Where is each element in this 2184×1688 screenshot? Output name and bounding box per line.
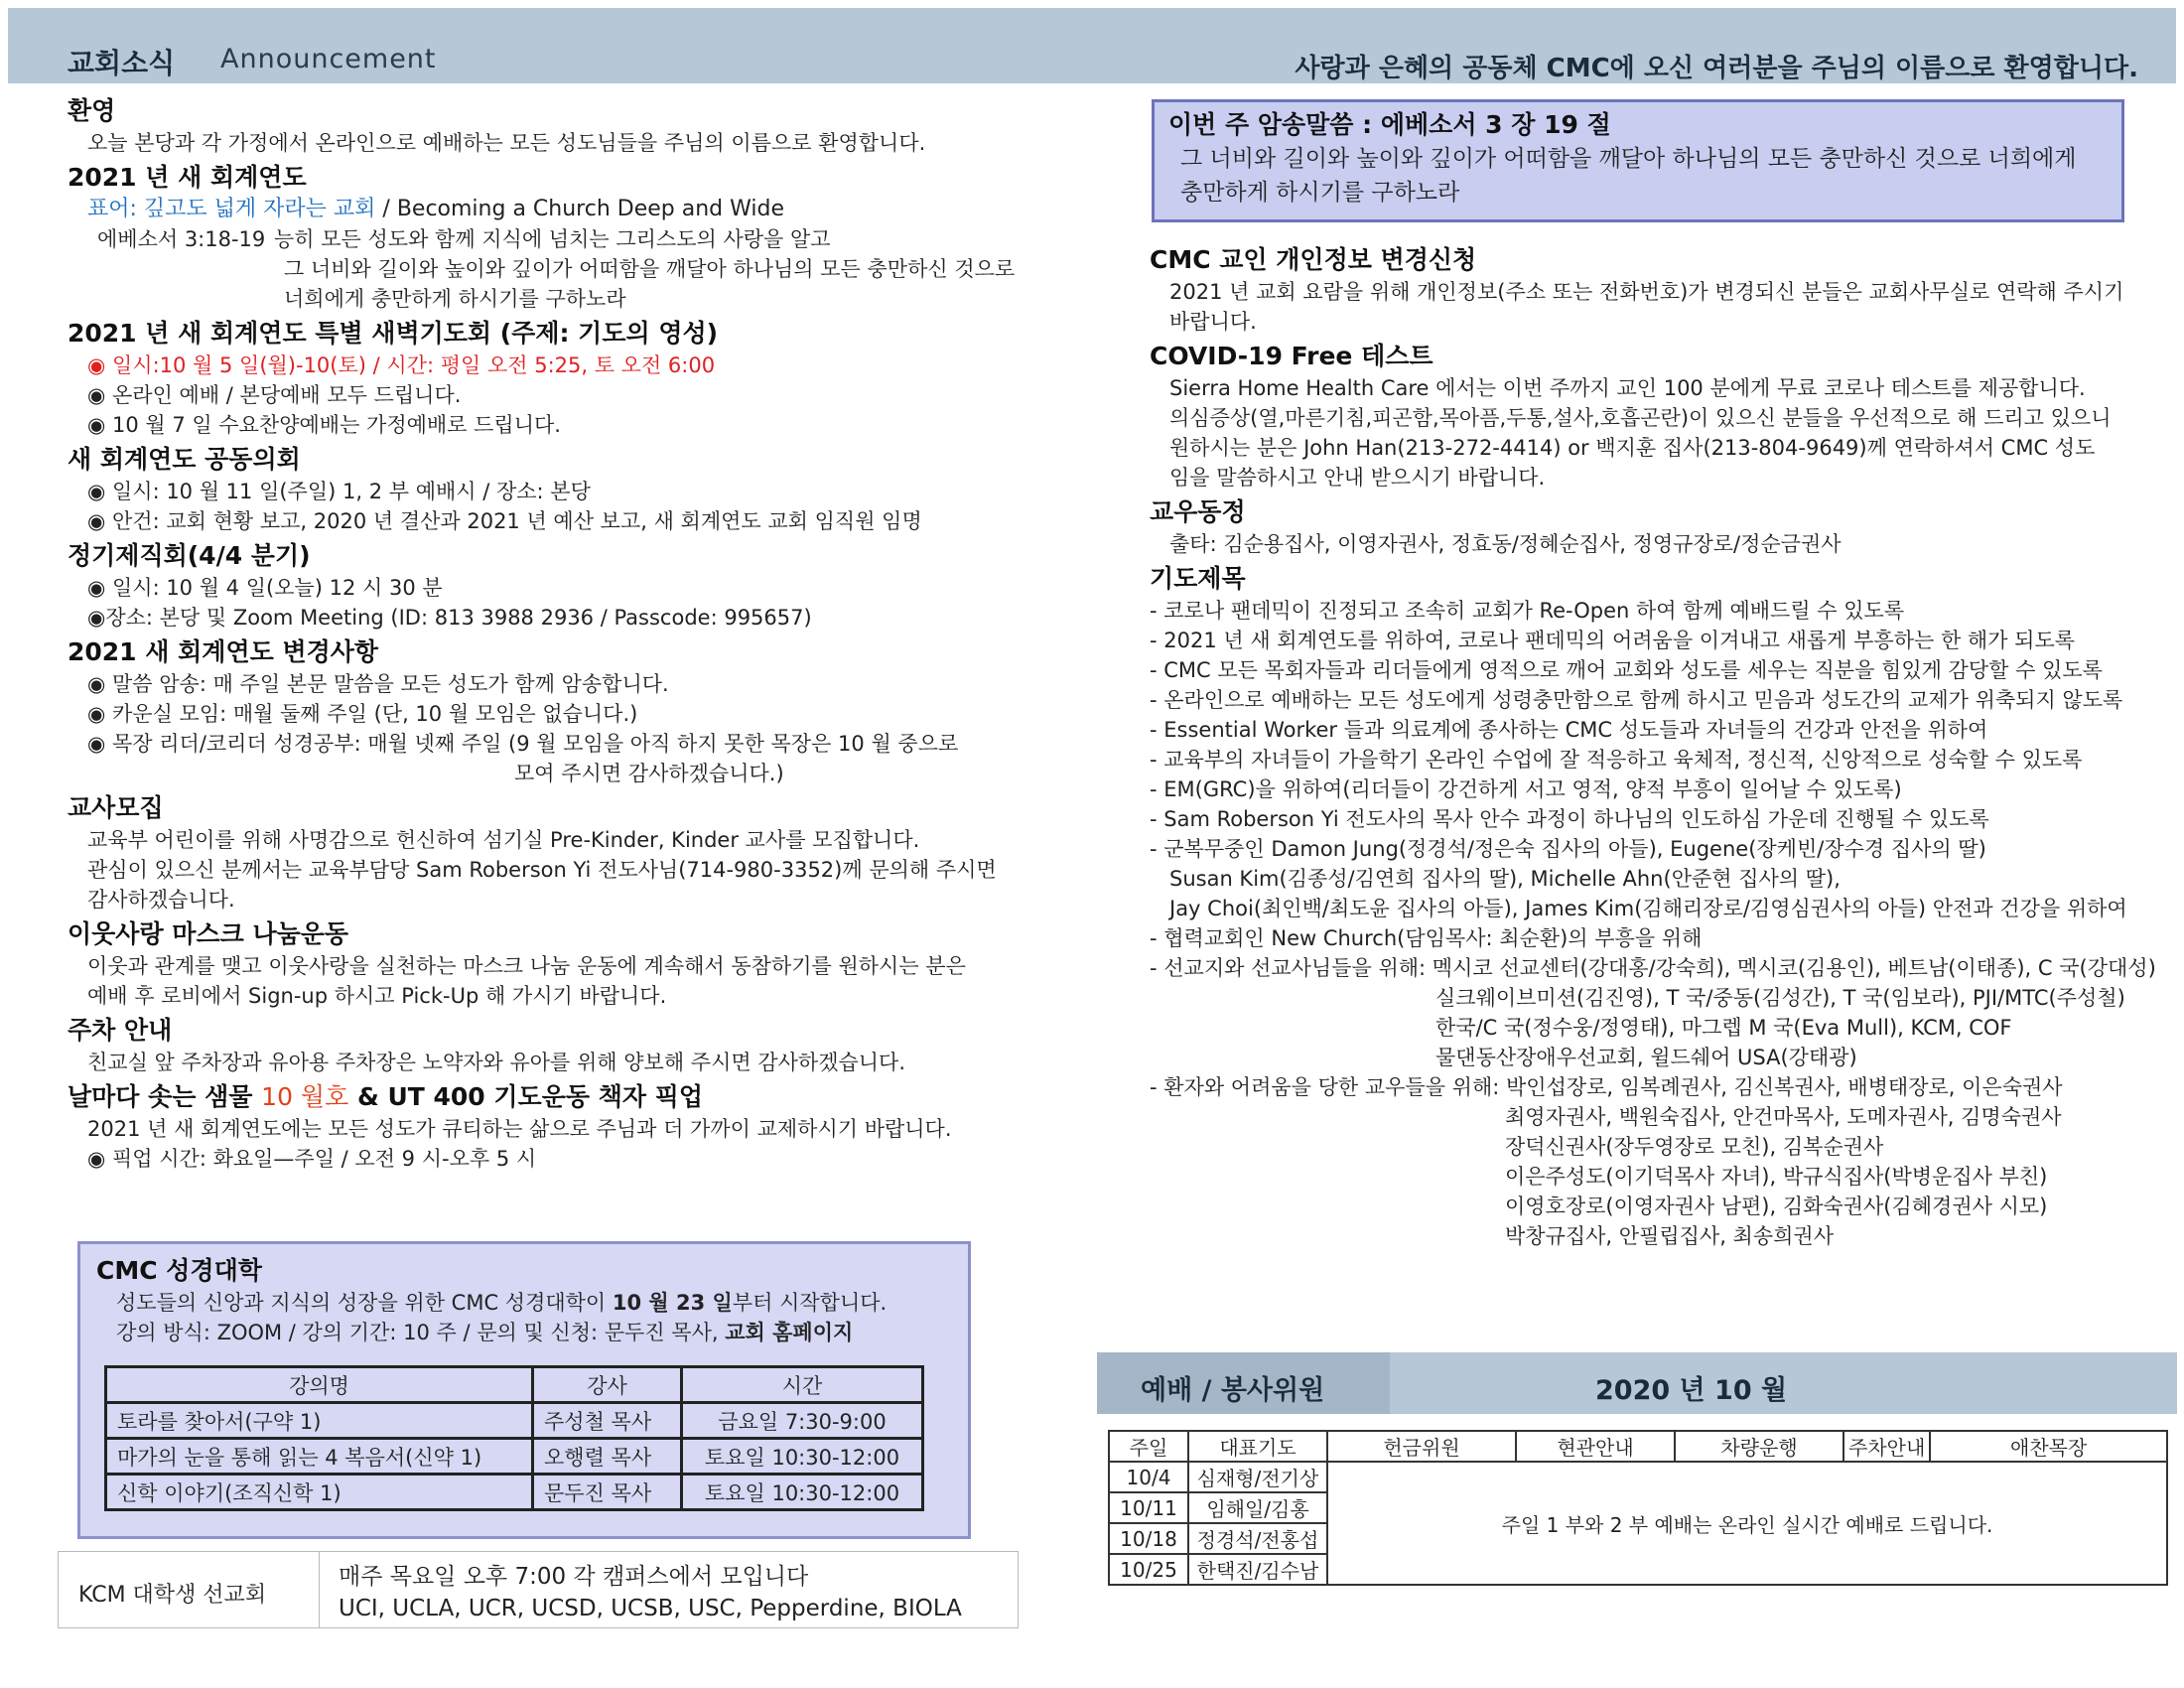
sick-list-3: 장덕신권사(장두영장로 모친), 김복순권사 <box>1505 1135 1884 1159</box>
changes-line4: 모여 주시면 감사하겠습니다.) <box>514 762 784 785</box>
officers-line2: ◉장소: 본당 및 Zoom Meeting (ID: 813 3988 2936 / Passcode: 995657) <box>87 606 812 630</box>
spring-title-b: 10 월호 <box>261 1082 349 1111</box>
mission-lead: - 선교지와 선교사님들을 위해: <box>1150 956 1433 980</box>
spring-title-a: 날마다 솟는 샘물 <box>68 1082 262 1111</box>
list-item: - 코로나 팬데믹이 진정되고 조속히 교회가 Re-Open 하여 함께 예배드릴 수 있도록 <box>1150 599 1905 623</box>
service-header-sunday: 주일 <box>1109 1431 1188 1462</box>
course-name: 토라를 찾아서(구약 1) <box>106 1403 533 1439</box>
bible-university-box <box>77 1241 971 1539</box>
service-date: 10/11 <box>1109 1492 1188 1523</box>
service-prayer: 임해일/김홍 <box>1188 1492 1327 1523</box>
prayer-title: 기도제목 <box>1150 564 1246 593</box>
service-header-parking: 주차안내 <box>1843 1431 1930 1462</box>
university-start-date: 10 월 23 일 <box>612 1291 733 1315</box>
course-table-header <box>106 1367 923 1403</box>
info-line2: 바랍니다. <box>1169 310 1257 334</box>
kcm-label: KCM 대학생 선교회 <box>78 1583 267 1608</box>
service-header-prayer: 대표기도 <box>1188 1431 1327 1462</box>
service-note: 주일 1 부와 2 부 예배는 온라인 실시간 예배로 드립니다. <box>1327 1462 2167 1585</box>
changes-line3: ◉ 목장 리더/코리더 성경공부: 매월 넷째 주일 (9 월 모임을 아직 하지 못한 목장은 10 월 중으로 <box>87 732 959 756</box>
teachers-line3: 감사하겠습니다. <box>87 888 235 912</box>
covid-line1: Sierra Home Health Care 에서는 이번 주까지 교인 100 분에게 무료 코로나 테스트를 제공합니다. <box>1169 376 2086 400</box>
covid-line4: 임을 말씀하시고 안내 받으시기 바랍니다. <box>1169 466 1546 490</box>
info-title: CMC 교인 개인정보 변경신청 <box>1150 245 1477 274</box>
worship-banner <box>1097 1352 2177 1414</box>
header-subtitle: Announcement <box>220 44 437 74</box>
university-line2a: 강의 방식: ZOOM / 강의 기간: 10 주 / 문의 및 신청: 문두진 목사, <box>116 1321 726 1344</box>
motto-en: / Becoming a Church Deep and Wide <box>375 197 784 221</box>
military-line2: Susan Kim(김종성/김연희 집사의 딸), Michelle Ahn(안준현 집사의 딸), <box>1169 867 1841 891</box>
course-lecturer: 오행렬 목사 <box>533 1439 682 1475</box>
changes-line1: ◉ 말씀 암송: 매 주일 본문 말씀을 모든 성도가 함께 암송합니다. <box>87 672 669 696</box>
sick-line1 <box>1150 1072 2142 1102</box>
service-table-header <box>1109 1431 2167 1462</box>
list-item: - Essential Worker 들과 의료계에 종사하는 CMC 성도들과 자녀들의 건강과 안전을 위하여 <box>1150 718 1988 742</box>
course-time: 토요일 10:30-12:00 <box>682 1475 923 1510</box>
course-header-lecturer: 강사 <box>533 1367 682 1403</box>
course-time: 금요일 7:30-9:00 <box>682 1403 923 1439</box>
year-title: 2021 년 새 회계연도 <box>68 163 307 192</box>
service-header-fellowship: 애찬목장 <box>1930 1431 2167 1462</box>
course-header-time: 시간 <box>682 1367 923 1403</box>
service-date: 10/25 <box>1109 1554 1188 1585</box>
university-line1a: 성도들의 신앙과 지식의 성장을 위한 CMC 성경대학이 <box>116 1291 613 1315</box>
assembly-line1: ◉ 일시: 10 월 11 일(주일) 1, 2 부 예배시 / 장소: 본당 <box>87 480 591 503</box>
university-line1 <box>96 1288 952 1318</box>
news-title: 교우동정 <box>1150 497 1246 526</box>
kcm-line2: UCI, UCLA, UCR, UCSD, UCSB, USC, Pepperdine, BIOLA <box>339 1596 962 1621</box>
parking-line1: 친교실 앞 주차장과 유아용 주차장은 노약자와 유아를 위해 양보해 주시면 감사하겠습니다. <box>87 1051 906 1074</box>
list-item: - EM(GRC)을 위하여(리더들이 강건하게 서고 영적, 양적 부흥이 일어날 수 있도록) <box>1150 777 1902 801</box>
list-item: - Sam Roberson Yi 전도사의 목사 안수 과정이 하나님의 인도하심 가운데 진행될 수 있도록 <box>1150 807 1989 831</box>
course-table <box>104 1365 924 1511</box>
left-column <box>68 91 1070 1174</box>
course-lecturer: 주성철 목사 <box>533 1403 682 1439</box>
teachers-title: 교사모집 <box>68 793 164 822</box>
changes-line2: ◉ 카운실 모임: 매월 둘째 주일 (단, 10 월 모임은 없습니다.) <box>87 702 638 726</box>
page-header <box>8 8 2176 83</box>
year-verse-3: 너희에게 충만하게 하시기를 구하노라 <box>284 287 626 311</box>
university-title: CMC 성경대학 <box>96 1256 262 1285</box>
service-table <box>1108 1430 2168 1586</box>
list-item: - 2021 년 새 회계연도를 위하여, 코로나 팬데믹의 어려움을 이겨내고 새롭게 부흥하는 한 해가 되도록 <box>1150 629 2076 652</box>
course-lecturer: 문두진 목사 <box>533 1475 682 1510</box>
mission-list-4: 물댄동산장애우선교회, 윌드쉐어 USA(강태광) <box>1435 1046 1857 1069</box>
sick-list-4: 이은주성도(이기덕목사 자녀), 박규식집사(박병운집사 부친) <box>1505 1165 2048 1189</box>
service-date: 10/4 <box>1109 1462 1188 1492</box>
table-row <box>106 1475 923 1510</box>
teachers-line1: 교육부 어린이를 위해 사명감으로 헌신하여 섬기실 Pre-Kinder, Kinder 교사를 모집합니다. <box>87 828 920 852</box>
course-name: 마가의 눈을 통해 읽는 4 복음서(신약 1) <box>106 1439 533 1475</box>
service-prayer: 심재형/전기상 <box>1188 1462 1327 1492</box>
motto <box>68 195 1070 224</box>
teachers-line2: 관심이 있으신 분께서는 교육부담당 Sam Roberson Yi 전도사님(714-980-3352)께 문의해 주시면 <box>87 858 997 882</box>
welcome-title: 환영 <box>68 96 116 125</box>
dawn-line2: ◉ 온라인 예배 / 본당예배 모두 드립니다. <box>87 383 462 407</box>
spring-line1: 2021 년 새 회계연도에는 모든 성도가 큐티하는 삶으로 주님과 더 가까이 교제하시기 바랍니다. <box>87 1117 952 1141</box>
mask-title: 이웃사랑 마스크 나눔운동 <box>68 919 349 948</box>
mask-line2: 예배 후 로비에서 Sign-up 하시고 Pick-Up 해 가시기 바랍니다. <box>87 984 667 1008</box>
list-item: - CMC 모든 목회자들과 리더들에게 영적으로 깨어 교회와 성도를 세우는 직분을 힘있게 감당할 수 있도록 <box>1150 658 2103 682</box>
covid-line2: 의심증상(열,마른기침,피곤함,목아픔,두통,설사,호흡곤란)이 있으신 분들을 우선적으로 해 드리고 있으니 <box>1169 406 2112 430</box>
header-welcome: 사랑과 은혜의 공동체 CMC에 오신 여러분을 주님의 이름으로 환영합니다. <box>1295 54 2138 83</box>
table-row <box>106 1439 923 1475</box>
changes-title: 2021 새 회계연도 변경사항 <box>68 637 379 666</box>
sick-list-6: 박창규집사, 안필립집사, 최송희권사 <box>1505 1224 1834 1248</box>
right-column <box>1150 240 2156 1251</box>
service-date: 10/18 <box>1109 1523 1188 1554</box>
sick-lead: - 환자와 어려움을 당한 교우들을 위해: <box>1150 1075 1506 1099</box>
sick-list-5: 이영호장로(이영자권사 남편), 김화숙권사(김혜경권사 시모) <box>1505 1195 2048 1218</box>
dawn-line1: ◉ 일시:10 월 5 일(월)-10(토) / 시간: 평일 오전 5:25, 토 오전 6:00 <box>87 353 716 377</box>
spring-title <box>68 1080 1070 1114</box>
university-line2 <box>96 1318 952 1347</box>
mission-list-2: 실크웨이브미션(김진영), T 국/중동(김성간), T 국(임보라), PJI/MTC(주성철) <box>1435 986 2125 1010</box>
dawn-title: 2021 년 새 회계연도 특별 새벽기도회 (주제: 기도의 영성) <box>68 319 719 348</box>
motto-ko: 표어: 깊고도 넓게 자라는 교회 <box>87 197 376 221</box>
partner-church-item: - 협력교회인 New Church(담임목사: 최순환)의 부흥을 위해 <box>1150 926 1703 950</box>
table-row <box>106 1403 923 1439</box>
list-item: - 교육부의 자녀들이 가을학기 온라인 수업에 잘 적응하고 육체적, 정신적, 신앙적으로 성숙할 수 있도록 <box>1150 748 2083 772</box>
covid-line3: 원하시는 분은 John Han(213-272-4414) or 백지훈 집사(213-804-9649)께 연락하셔서 CMC 성도 <box>1169 436 2096 460</box>
mission-list-3: 한국/C 국(정수웅/정영태), 마그렙 M 국(Eva Mull), KCM, COF <box>1435 1016 2012 1040</box>
university-line1c: 부터 시작합니다. <box>732 1291 887 1315</box>
memory-verse-line2: 충만하게 하시기를 구하노라 <box>1180 180 1460 206</box>
parking-title: 주차 안내 <box>68 1016 173 1045</box>
sick-list-1: 박인섭장로, 임복례권사, 김신복권사, 배병태장로, 이은숙권사 <box>1506 1075 2063 1099</box>
kcm-box <box>58 1551 1019 1628</box>
sick-list-2: 최영자권사, 백원숙집사, 안건마목사, 도메자권사, 김명숙권사 <box>1505 1105 2062 1129</box>
year-verse-line1 <box>68 224 1070 254</box>
memory-verse-line1: 그 너비와 길이와 높이와 깊이가 어떠함을 깨달아 하나님의 모든 충만하신 것으로 너희에게 <box>1180 146 2077 172</box>
year-verse-2: 그 너비와 길이와 높이와 깊이가 어떠함을 깨달아 하나님의 모든 충만하신 것으로 <box>284 257 1016 281</box>
officers-title: 정기제직회(4/4 분기) <box>68 541 311 570</box>
spring-line2: ◉ 픽업 시간: 화요일—주일 / 오전 9 시-오후 5 시 <box>87 1147 537 1171</box>
assembly-title: 새 회계연도 공동의회 <box>68 445 301 474</box>
year-verse-ref: 에베소서 3:18-19 <box>97 227 266 251</box>
divider <box>319 1552 320 1627</box>
list-item: - 군복무중인 Damon Jung(정경석/정은숙 집사의 아들), Eugene(장케빈/장수경 집사의 딸) <box>1150 837 1986 861</box>
table-row <box>1109 1462 2167 1492</box>
mask-line1: 이웃과 관계를 맺고 이웃사랑을 실천하는 마스크 나눔 운동에 계속해서 동참하기를 원하시는 분은 <box>87 954 966 978</box>
news-line1: 출타: 김순용집사, 이영자권사, 정효동/정혜순집사, 정영규장로/정순금권사 <box>1169 532 1842 556</box>
welcome-text: 오늘 본당과 각 가정에서 온라인으로 예배하는 모든 성도님들을 주님의 이름으로 환영합니다. <box>87 131 926 155</box>
spring-title-c: & UT 400 기도운동 책자 픽업 <box>348 1082 703 1111</box>
mission-line1 <box>1150 953 2156 983</box>
church-homepage-link: 교회 홈페이지 <box>725 1321 854 1344</box>
memory-verse-title: 이번 주 암송말씀 : 에베소서 3 장 19 절 <box>1168 110 1611 139</box>
course-time: 토요일 10:30-12:00 <box>682 1439 923 1475</box>
assembly-line2: ◉ 안건: 교회 현황 보고, 2020 년 결산과 2021 년 예산 보고, 새 회계연도 교회 임직원 임명 <box>87 509 922 533</box>
memory-verse-box <box>1152 99 2124 222</box>
worship-month: 2020 년 10 월 <box>1595 1375 1788 1406</box>
info-line1: 2021 년 교회 요람을 위해 개인정보(주소 또는 전화번호)가 변경되신 분들은 교회사무실로 연락해 주시기 <box>1169 280 2124 304</box>
service-header-offering: 헌금위원 <box>1327 1431 1516 1462</box>
officers-line1: ◉ 일시: 10 월 4 일(오늘) 12 시 30 분 <box>87 576 443 600</box>
service-header-usher: 현관안내 <box>1516 1431 1675 1462</box>
list-item: - 온라인으로 예배하는 모든 성도에게 성령충만함으로 함께 하시고 믿음과 성도간의 교제가 위축되지 않도록 <box>1150 688 2123 712</box>
kcm-line1: 매주 목요일 오후 7:00 각 캠퍼스에서 모입니다 <box>339 1564 809 1590</box>
year-verse-1: 능히 모든 성도와 함께 지식에 넘치는 그리스도의 사랑을 알고 <box>274 227 831 251</box>
mission-list-1: 멕시코 선교센터(강대홍/강숙희), 멕시코(김용인), 베트남(이태종), C 국(강대성) <box>1432 956 2156 980</box>
covid-title: COVID-19 Free 테스트 <box>1150 342 1433 370</box>
military-line3: Jay Choi(최인백/최도윤 집사의 아들), James Kim(김해리장로/김영심권사의 아들) 안전과 건강을 위하여 <box>1169 897 2127 920</box>
dawn-line3: ◉ 10 월 7 일 수요찬양예배는 가정예배로 드립니다. <box>87 413 561 437</box>
course-name: 신학 이야기(조직신학 1) <box>106 1475 533 1510</box>
service-prayer: 정경석/전홍섭 <box>1188 1523 1327 1554</box>
header-title: 교회소식 <box>68 47 176 79</box>
course-header-name: 강의명 <box>106 1367 533 1403</box>
worship-title: 예배 / 봉사위원 <box>1141 1375 1325 1406</box>
service-prayer: 한택진/김수남 <box>1188 1554 1327 1585</box>
service-header-vehicle: 차량운행 <box>1675 1431 1843 1462</box>
